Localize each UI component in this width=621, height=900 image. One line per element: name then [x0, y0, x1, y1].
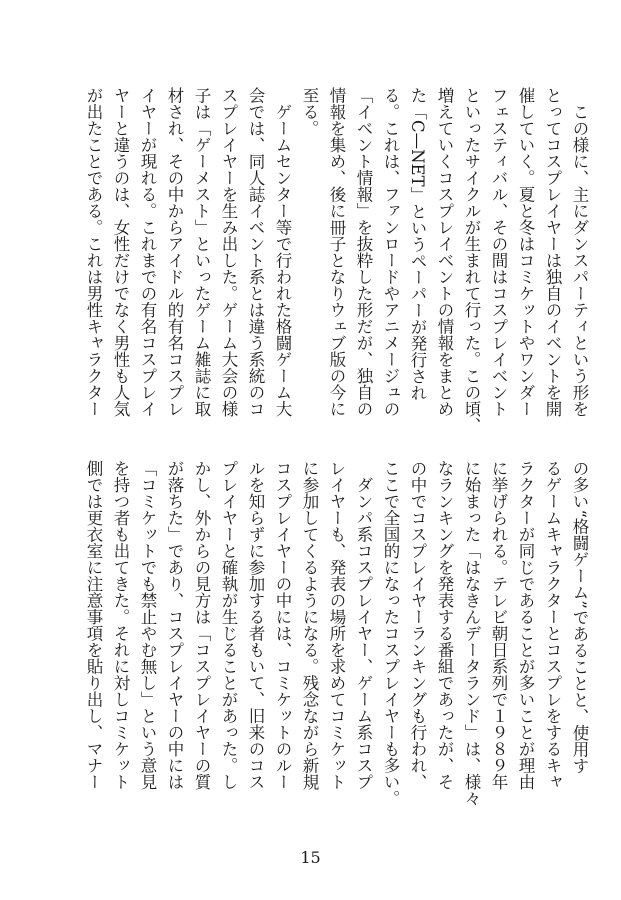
text-column: ここで全国的になったコスプレイヤーも多い。 [381, 460, 400, 807]
text-column: 情報を集め、後に冊子となりウェブ版の今に [327, 87, 346, 417]
text-column: を持つ者も出てきた。それに対しコミケット [111, 460, 130, 790]
page-number: 15 [300, 848, 321, 867]
text-column: 「コミケットでも禁止やむ無し」という意見 [138, 460, 157, 790]
text-column: 子は「ゲーメスト」といったゲーム雑誌に取 [192, 87, 211, 417]
text-column: の多い“格闘ゲーム”であることと、使用す [570, 460, 589, 774]
text-column: が出たことである。これは男性キャラクター [84, 87, 103, 417]
text-column: 側では更衣室に注意事項を貼り出し、マナー [84, 460, 103, 790]
text-column: コスプレイヤーの中には、コミケットのルー [273, 460, 292, 790]
text-column: ゲームセンター等で行われた格闘ゲーム大 [273, 87, 292, 417]
text-column: ヤーと違うのは、女性だけでなく男性も人気 [111, 87, 130, 417]
text-column: に始まった「はなきんデータランド」は、様々 [462, 460, 481, 807]
text-column: とってコスプレイヤーは独自のイベントを開 [543, 87, 562, 417]
text-column: に挙げられる。テレビ朝日系列で１９８９年 [489, 460, 508, 790]
text-column: 催していく。夏と冬はコミケットやワンダー [516, 87, 535, 417]
text-column: 会では、同人誌イベント系とは違う系統のコ [246, 87, 265, 417]
text-column: た「C—NET」というペーパーが発行され [408, 87, 427, 402]
text-column: 材され、その中からアイドル的有名コスプレ [165, 87, 184, 417]
text-column: といったサイクルが生まれて行った。この頃、 [462, 87, 481, 434]
text-column: 増えていくコスプレイベントの情報をまとめ [435, 87, 454, 417]
text-column: 「イベント情報」を抜粋した形だが、独自の [354, 87, 373, 417]
text-column: る。これは、ファンロードやアニメージュの [381, 87, 400, 417]
text-column: プレイヤーと確執が生じることがあった。し [219, 460, 238, 790]
text-column: ルを知らずに参加する者もいて、旧来のコス [246, 460, 265, 790]
text-column: スプレイヤーを生み出した。ゲーム大会の様 [219, 87, 238, 417]
text-column: るゲームキャラクターとコスプレをするキャ [543, 460, 562, 790]
text-column: レイヤーも、発表の場所を求めてコミケット [327, 460, 346, 790]
text-column: フェスティバル、その間はコスプレイベント [489, 87, 508, 417]
text-column: が落ちた」であり、コスプレイヤーの中には [165, 460, 184, 790]
text-column: かし、外からの見方は「コスプレイヤーの質 [192, 460, 211, 790]
text-column: この様に、主にダンスパーティという形を [570, 87, 589, 417]
text-column: イヤーが現れる。これまでの有名コスプレイ [138, 87, 157, 417]
bottom-text-block [80, 460, 593, 807]
text-column: ラクターが同じであることが多いことが理由 [516, 460, 535, 790]
text-column: ダンパ系コスプレイヤー、ゲーム系コスプ [354, 460, 373, 790]
text-column: の中でコスプレイヤーランキングも行われ、 [408, 460, 427, 790]
text-column: なランキングを発表する番組であったが、そ [435, 460, 454, 790]
text-column: に参加してくるようになる。残念ながら新規 [300, 460, 319, 790]
top-text-block [80, 87, 593, 434]
text-column: 至る。 [300, 87, 319, 137]
